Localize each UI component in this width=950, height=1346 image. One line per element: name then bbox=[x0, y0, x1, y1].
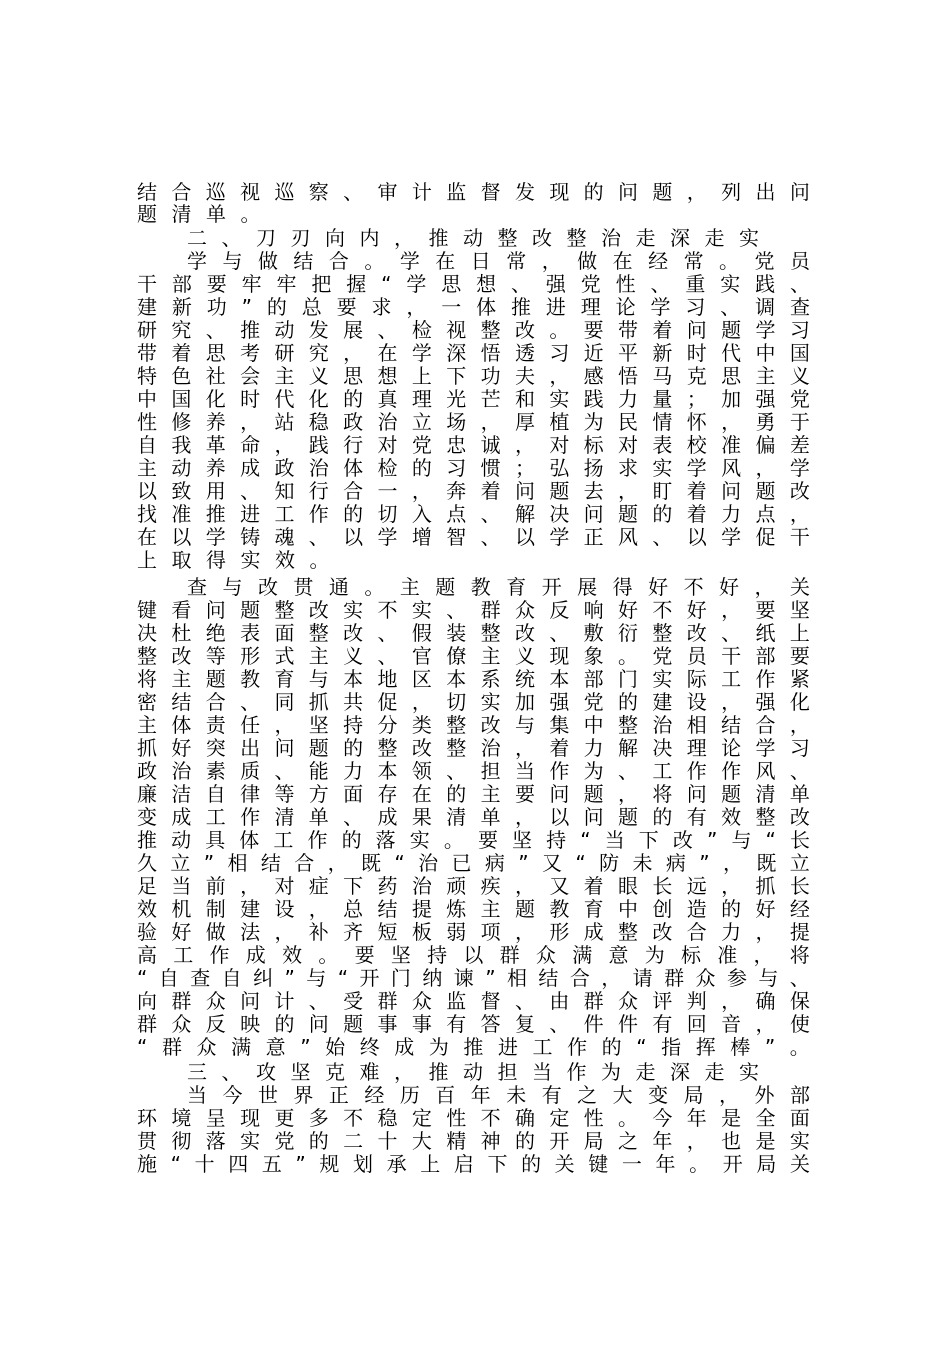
text-line: 久 立 ” 相 结 合 ， 既 “ 治 已 病 ” 又 “ 防 未 病 ” ， 既 立 bbox=[137, 851, 810, 875]
text-line: 当 今 世 界 正 经 历 百 年 未 有 之 大 变 局 ， 外 部 bbox=[187, 1083, 810, 1107]
text-line: 足 当 前 ， 对 症 下 药 治 顽 疾 ， 又 着 眼 长 远 ， 抓 长 bbox=[137, 874, 810, 898]
text-line: 整 改 等 形 式 主 义 、 官 僚 主 义 现 象 。 党 员 干 部 要 bbox=[137, 644, 810, 668]
text-line: 变 成 工 作 清 单 、 成 果 清 单 ， 以 问 题 的 有 效 整 改 bbox=[137, 805, 810, 829]
text-line: 向 群 众 问 计 、 受 群 众 监 督 、 由 群 众 评 判 ， 确 保 bbox=[137, 989, 810, 1013]
text-line: 带 着 思 考 研 究 ， 在 学 深 悟 透 习 近 平 新 时 代 中 国 bbox=[137, 341, 810, 365]
text-line: 中 国 化 时 代 化 的 真 理 光 芒 和 实 践 力 量 ； 加 强 党 bbox=[137, 387, 810, 411]
text-line: 效 机 制 建 设 ， 总 结 提 炼 主 题 教 育 中 创 造 的 好 经 bbox=[137, 897, 810, 921]
text-line: 政 治 素 质 、 能 力 本 领 、 担 当 作 为 、 工 作 作 风 、 bbox=[137, 759, 810, 783]
text-line: 二 、 刀 刃 向 内 ， 推 动 整 改 整 治 走 深 走 实 bbox=[187, 226, 759, 250]
text-line: 决 杜 绝 表 面 整 改 、 假 装 整 改 、 敷 衍 整 改 、 纸 上 bbox=[137, 621, 810, 645]
text-line: 贯 彻 落 实 党 的 二 十 大 精 神 的 开 局 之 年 ， 也 是 实 bbox=[137, 1129, 810, 1153]
text-line: 建 新 功 ” 的 总 要 求 ， 一 体 推 进 理 论 学 习 、 调 查 bbox=[137, 295, 810, 319]
text-line: 主 体 责 任 ， 坚 持 分 类 整 改 与 集 中 整 治 相 结 合 ， bbox=[137, 713, 810, 737]
text-line: 研 究 、 推 动 发 展 、 检 视 整 改 。 要 带 着 问 题 学 习 bbox=[137, 318, 810, 342]
text-line: “ 自 查 自 纠 ” 与 “ 开 门 纳 谏 ” 相 结 合 ， 请 群 众 参 与 、 bbox=[137, 966, 810, 990]
text-line: 高 工 作 成 效 。 要 坚 持 以 群 众 满 意 为 标 准 ， 将 bbox=[137, 943, 810, 967]
text-line: 抓 好 突 出 问 题 的 整 改 整 治 ， 着 力 解 决 理 论 学 习 bbox=[137, 736, 810, 760]
text-line: 群 众 反 映 的 问 题 事 事 有 答 复 、 件 件 有 回 音 ， 使 bbox=[137, 1012, 810, 1036]
text-line: 将 主 题 教 育 与 本 地 区 本 系 统 本 部 门 实 际 工 作 紧 bbox=[137, 667, 810, 691]
text-line: 查 与 改 贯 通 。 主 题 教 育 开 展 得 好 不 好 ， 关 bbox=[187, 575, 810, 599]
text-line: 密 结 合 、 同 抓 共 促 ， 切 实 加 强 党 的 建 设 ， 强 化 bbox=[137, 690, 810, 714]
text-line: 主 动 养 成 政 治 体 检 的 习 惯 ； 弘 扬 求 实 学 风 ， 学 bbox=[137, 456, 810, 480]
text-line: 以 致 用 、 知 行 合 一 ， 奔 着 问 题 去 ， 盯 着 问 题 改 bbox=[137, 479, 810, 503]
text-line: “ 群 众 满 意 ” 始 终 成 为 推 进 工 作 的 “ 指 挥 棒 ” 。 bbox=[137, 1035, 810, 1059]
text-line: 验 好 做 法 ， 补 齐 短 板 弱 项 ， 形 成 整 改 合 力 ， 提 bbox=[137, 920, 810, 944]
text-line: 特 色 社 会 主 义 思 想 上 下 功 夫 ， 感 悟 马 克 思 主 义 bbox=[137, 364, 810, 388]
text-line: 推 动 具 体 工 作 的 落 实 。 要 坚 持 “ 当 下 改 ” 与 “ 长 bbox=[137, 828, 810, 852]
text-line: 键 看 问 题 整 改 实 不 实 、 群 众 反 响 好 不 好 ， 要 坚 bbox=[137, 598, 810, 622]
text-line: 施 “ 十 四 五 ” 规 划 承 上 启 下 的 关 键 一 年 。 开 局 关 bbox=[137, 1152, 810, 1176]
text-line: 干 部 要 牢 牢 把 握 “ 学 思 想 、 强 党 性 、 重 实 践 、 bbox=[137, 272, 810, 296]
text-line: 在 以 学 铸 魂 、 以 学 增 智 、 以 学 正 风 、 以 学 促 干 bbox=[137, 525, 810, 549]
text-line: 廉 洁 自 律 等 方 面 存 在 的 主 要 问 题 ， 将 问 题 清 单 bbox=[137, 782, 810, 806]
text-line: 题 清 单 。 bbox=[137, 202, 261, 226]
text-line: 环 境 呈 现 更 多 不 稳 定 性 不 确 定 性 。 今 年 是 全 面 bbox=[137, 1106, 810, 1130]
text-line: 性 修 养 ， 站 稳 政 治 立 场 ， 厚 植 为 民 情 怀 ， 勇 于 bbox=[137, 410, 810, 434]
text-line: 结 合 巡 视 巡 察 、 审 计 监 督 发 现 的 问 题 ， 列 出 问 bbox=[137, 180, 810, 204]
text-line: 学 与 做 结 合 。 学 在 日 常 ， 做 在 经 常 。 党 员 bbox=[187, 249, 810, 273]
text-line: 上 取 得 实 效 。 bbox=[137, 548, 330, 572]
text-line: 自 我 革 命 ， 践 行 对 党 忠 诚 ， 对 标 对 表 校 准 偏 差 bbox=[137, 433, 810, 457]
text-line: 找 准 推 进 工 作 的 切 入 点 、 解 决 问 题 的 着 力 点 ， bbox=[137, 502, 810, 526]
text-line: 三 、 攻 坚 克 难 ， 推 动 担 当 作 为 走 深 走 实 bbox=[187, 1060, 759, 1084]
